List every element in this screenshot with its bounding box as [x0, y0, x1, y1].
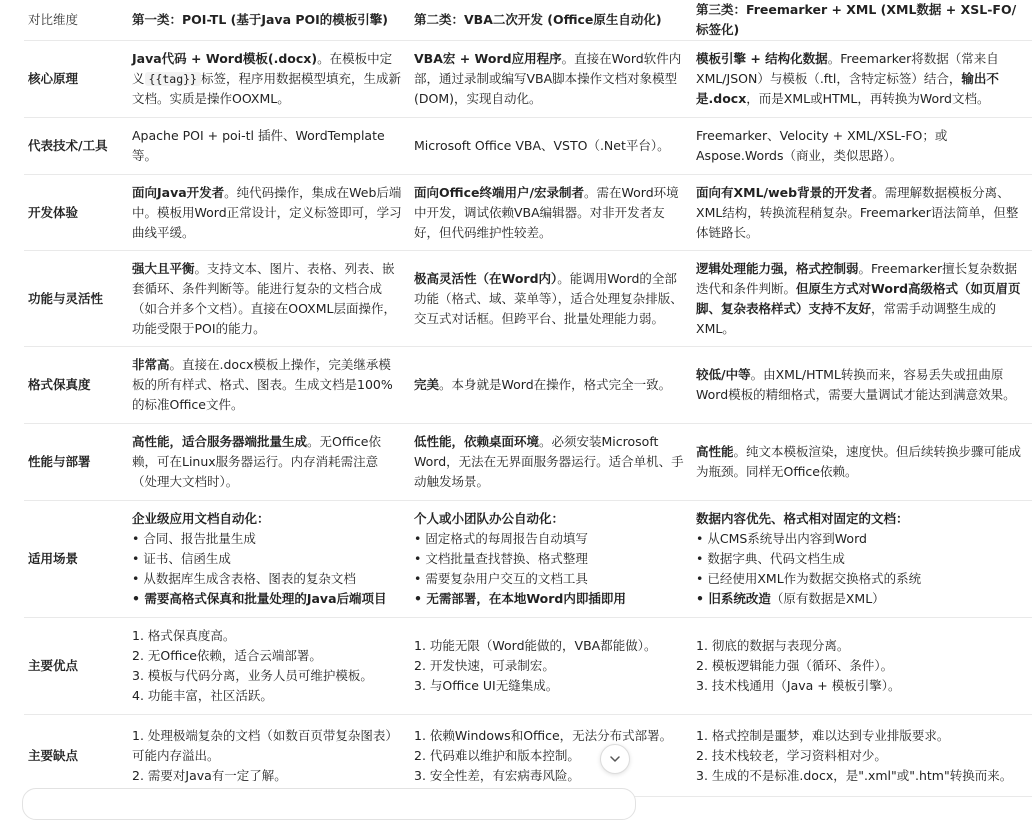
table-cell — [692, 715, 1032, 797]
list-item: 3. 生成的不是标准.docx，是".xml"或".htm"转换而来。 — [696, 767, 1013, 783]
table-cell: VBA宏 + Word应用程序。直接在Word软件内部，通过录制或编写VBA脚本操作文档对象模型(DOM)，实现自动化。 — [410, 41, 692, 118]
cons-list — [414, 726, 684, 786]
list-item: 2. 无Office依赖，适合云端部署。 — [132, 648, 322, 663]
table-row — [24, 175, 1032, 251]
table-cell — [128, 618, 410, 715]
list-item: 2. 开发快速，可录制宏。 — [414, 658, 555, 673]
scenario-list — [414, 529, 684, 609]
table-cell: 低性能，依赖桌面环境。必须安装Microsoft Word，无法在无界面服务器运行。适合单机、手动触发场景。 — [410, 424, 692, 501]
table-cell: 高性能。纯文本模板渲染，速度快。但后续转换步骤可能成为瓶颈。同样无Office依赖。 — [692, 424, 1032, 501]
list-item: 2. 需要对Java有一定了解。 — [132, 767, 287, 783]
pros-list — [132, 626, 402, 706]
row-label: 核心原理 — [24, 41, 128, 118]
table-cell: 极高灵活性（在Word内）。能调用Word的全部功能（格式、域、菜单等），适合处理复杂排版、交互式对话框。但跨平台、批量处理能力弱。 — [410, 251, 692, 347]
table-cell — [128, 501, 410, 618]
table-row — [24, 347, 1032, 424]
chevron-down-icon — [609, 753, 621, 765]
table-cell: 非常高。直接在.docx模板上操作，完美继承模板的所有样式、格式、图表。生成文档是100%的标准Office文件。 — [128, 347, 410, 424]
row-label: 代表技术/工具 — [24, 118, 128, 175]
list-item: 3. 与Office UI无缝集成。 — [414, 678, 559, 693]
table-row — [24, 501, 1032, 618]
table-cell — [128, 715, 410, 797]
scroll-down-button[interactable] — [600, 744, 630, 774]
list-item: 1. 依赖Windows和Office，无法分布式部署。 — [414, 727, 673, 743]
table-cell: Apache POI + poi-tl 插件、WordTemplate等。 — [128, 118, 410, 175]
row-label: 适用场景 — [24, 501, 128, 618]
list-item: • 需要复杂用户交互的文档工具 — [414, 571, 588, 586]
table-cell: 面向Office终端用户/宏录制者。需在Word环境中开发，调试依赖VBA编辑器。对非开发者友好，但代码维护性较差。 — [410, 175, 692, 251]
scenario-list — [696, 529, 1026, 609]
scenario-title: 数据内容优先、格式相对固定的文档： — [696, 511, 909, 526]
row-label: 开发体验 — [24, 175, 128, 251]
table-row — [24, 715, 1032, 797]
header-freemarker: 第三类：Freemarker + XML (XML数据 + XSL-FO/标签化) — [692, 0, 1032, 41]
list-item: • 旧系统改造（原有数据是XML） — [696, 591, 885, 606]
chat-input-box[interactable] — [22, 788, 636, 820]
list-item: • 数据字典、代码文档生成 — [696, 551, 845, 566]
list-item: 2. 模板逻辑能力强（循环、条件）。 — [696, 658, 894, 673]
list-item: 4. 功能丰富，社区活跃。 — [132, 688, 273, 703]
table-cell — [692, 618, 1032, 715]
table-cell: 面向Java开发者。纯代码操作，集成在Web后端中。模板用Word正常设计，定义标签即可，学习曲线平缓。 — [128, 175, 410, 251]
table-row — [24, 118, 1032, 175]
table-cell: 模板引擎 + 结构化数据。Freemarker将数据（常来自XML/JSON）与模板（.ftl，含特定标签）结合，输出不是.docx，而是XML或HTML，再转换为Word文档。 — [692, 41, 1032, 118]
table-row — [24, 618, 1032, 715]
list-item: 1. 处理极端复杂的文档（如数百页带复杂图表）可能内存溢出。 — [132, 727, 398, 763]
table-cell: Microsoft Office VBA、VSTO（.Net平台）。 — [410, 118, 692, 175]
table-cell: Java代码 + Word模板(.docx)。在模板中定义 {{tag}} 标签，程序用数据模型填充，生成新文档。实质是操作OOXML。 — [128, 41, 410, 118]
table-header-row — [24, 0, 1032, 41]
list-item: 3. 模板与代码分离，业务人员可维护模板。 — [132, 668, 373, 683]
comparison-table — [24, 0, 1032, 797]
list-item: 3. 安全性差，有宏病毒风险。 — [414, 767, 580, 783]
table-cell: Freemarker、Velocity + XML/XSL-FO；或Aspose.Words（商业，类似思路）。 — [692, 118, 1032, 175]
pros-list — [414, 636, 684, 696]
list-item: 1. 功能无限（Word能做的，VBA都能做）。 — [414, 638, 657, 653]
header-dimension: 对比维度 — [24, 0, 128, 41]
pros-list — [696, 636, 1026, 696]
list-item: • 合同、报告批量生成 — [132, 531, 256, 546]
scenario-title: 企业级应用文档自动化： — [132, 511, 270, 526]
table-cell — [692, 501, 1032, 618]
tag-code: {{tag}} — [145, 72, 201, 86]
table-cell — [410, 501, 692, 618]
list-item: • 固定格式的每周报告自动填写 — [414, 531, 588, 546]
table-cell — [410, 715, 692, 797]
row-label: 功能与灵活性 — [24, 251, 128, 347]
header-vba: 第二类：VBA二次开发 (Office原生自动化) — [410, 0, 692, 41]
table-row — [24, 41, 1032, 118]
table-row — [24, 251, 1032, 347]
table-row — [24, 424, 1032, 501]
list-item: • 已经使用XML作为数据交换格式的系统 — [696, 571, 922, 586]
list-item: • 需要高格式保真和批量处理的Java后端项目 — [132, 591, 387, 606]
list-item: 1. 彻底的数据与表现分离。 — [696, 638, 850, 653]
row-label: 主要优点 — [24, 618, 128, 715]
list-item: • 无需部署，在本地Word内即插即用 — [414, 591, 626, 606]
table-cell: 强大且平衡。支持文本、图片、表格、列表、嵌套循环、条件判断等。能进行复杂的文档合成（如合并多个文档）。直接在OOXML层面操作，功能受限于POI的能力。 — [128, 251, 410, 347]
cons-list — [696, 726, 1026, 786]
row-label: 性能与部署 — [24, 424, 128, 501]
cons-list — [132, 726, 402, 786]
list-item: • 证书、信函生成 — [132, 551, 231, 566]
scenario-list — [132, 529, 402, 609]
table-cell: 面向有XML/web背景的开发者。需理解数据模板分离、XML结构，转换流程稍复杂。Freemarker语法简单，但整体链路长。 — [692, 175, 1032, 251]
table-cell: 高性能，适合服务器端批量生成。无Office依赖，可在Linux服务器运行。内存消耗需注意（处理大文档时）。 — [128, 424, 410, 501]
list-item: • 从CMS系统导出内容到Word — [696, 531, 867, 546]
scenario-title: 个人或小团队办公自动化： — [414, 511, 565, 526]
header-poi-tl: 第一类：POI-TL (基于Java POI的模板引擎) — [128, 0, 410, 41]
table-cell — [410, 618, 692, 715]
table-cell: 逻辑处理能力强，格式控制弱。Freemarker擅长复杂数据迭代和条件判断。但原生方式对Word高级格式（如页眉页脚、复杂表格样式）支持不友好，常需手动调整生成的XML。 — [692, 251, 1032, 347]
list-item: 1. 格式保真度高。 — [132, 628, 236, 643]
list-item: • 从数据库生成含表格、图表的复杂文档 — [132, 571, 356, 586]
table-cell: 完美。本身就是Word在操作，格式完全一致。 — [410, 347, 692, 424]
list-item: • 文档批量查找替换、格式整理 — [414, 551, 588, 566]
list-item: 2. 代码难以维护和版本控制。 — [414, 747, 580, 763]
list-item: 1. 格式控制是噩梦，难以达到专业排版要求。 — [696, 727, 950, 743]
table-cell: 较低/中等。由XML/HTML转换而来，容易丢失或扭曲原Word模板的精细格式，需要大量调试才能达到满意效果。 — [692, 347, 1032, 424]
row-label: 格式保真度 — [24, 347, 128, 424]
list-item: 3. 技术栈通用（Java + 模板引擎）。 — [696, 678, 901, 693]
row-label: 主要缺点 — [24, 715, 128, 797]
list-item: 2. 技术栈较老，学习资料相对少。 — [696, 747, 887, 763]
